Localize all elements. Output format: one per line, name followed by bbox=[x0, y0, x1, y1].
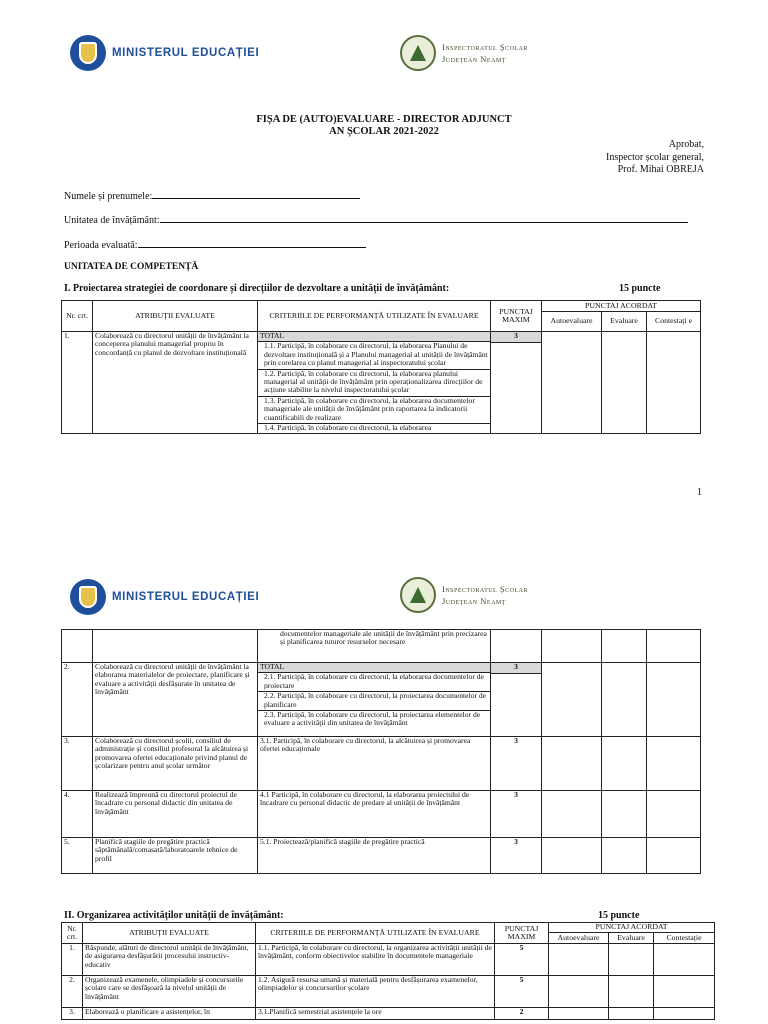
name-label: Numele și prenumele: bbox=[64, 191, 153, 202]
table-row bbox=[62, 630, 701, 663]
evaluation-cell[interactable] bbox=[602, 790, 647, 837]
row-attribution: Organizează examenele, olimpiadele și concursurile școlare care se desfășoară la nivelul unității de învățământ bbox=[83, 976, 256, 1008]
contestation-cell[interactable] bbox=[654, 976, 715, 1008]
unit-label: Unitatea de învățământ: bbox=[64, 215, 160, 226]
name-field bbox=[64, 190, 360, 202]
header-criteria: CRITERIILE DE PERFORMANȚĂ UTILIZATE ÎN EVALUARE bbox=[256, 923, 495, 944]
header-attributions: ATRIBUȚII EVALUATE bbox=[83, 923, 256, 944]
criteria-item: 3.1.Planifică semestrial asistențele la ore bbox=[256, 1008, 495, 1020]
evaluation-cell[interactable] bbox=[602, 630, 647, 663]
ministry-name: MINISTERUL EDUCAȚIEI bbox=[112, 47, 260, 59]
self-evaluation-cell[interactable] bbox=[549, 976, 609, 1008]
page-separator bbox=[0, 505, 768, 565]
section-1-points: 15 puncte bbox=[619, 283, 661, 294]
row-number: 3. bbox=[62, 736, 93, 790]
ministry-name: MINISTERUL EDUCAȚIEI bbox=[112, 591, 260, 603]
section-2-title: II. Organizarea activităților unității de învățământ: bbox=[64, 910, 284, 921]
inspectorate-logo bbox=[400, 577, 528, 613]
header-awarded-points: PUNCTAJ ACORDAT bbox=[542, 301, 701, 312]
criteria-continuation: documentelor manageriale ale unității de învățământ prin precizarea și planificarea tuturor resurselor necesare bbox=[258, 630, 491, 663]
criteria-item: 1.2. Participă, în colaborare cu directorul, la elaborarea planului managerial al unității de învățământ prin operaționalizarea direcțiilor de acțiune stabilite la nivelul inspectoratului școlar bbox=[258, 370, 490, 397]
section-2-points: 15 puncte bbox=[598, 910, 640, 921]
row-attribution: Colaborează cu directorul unității de învățământ la conceperea planului managerial propriu în concordanță cu planul de dezvoltare instituțională bbox=[93, 332, 258, 434]
header-self-evaluation: Autoevaluare bbox=[542, 312, 602, 332]
document-page-1 bbox=[0, 0, 768, 505]
coat-of-arms-icon bbox=[70, 579, 106, 615]
criteria-item: 5.1. Proiectează/planifică stagiile de pregătire practică bbox=[258, 837, 491, 873]
table-row bbox=[62, 663, 701, 737]
table-row bbox=[62, 1008, 715, 1020]
ministry-logo bbox=[70, 579, 259, 615]
contestation-cell[interactable] bbox=[647, 837, 701, 873]
table-row bbox=[62, 976, 715, 1008]
period-label: Perioada evaluată: bbox=[64, 240, 138, 251]
inspectorate-name-line1: Inspectoratul Școlar bbox=[442, 584, 528, 594]
evaluation-cell[interactable] bbox=[609, 944, 654, 976]
evaluation-table-2 bbox=[61, 922, 715, 1020]
criteria-total: TOTAL bbox=[258, 663, 490, 673]
approver-name: Prof. Mihai OBREJA bbox=[617, 164, 704, 175]
section-1-title: I. Proiectarea strategiei de coordonare și direcțiilor de dezvoltare a unității de învățământ: bbox=[64, 283, 450, 294]
row-number: 1. bbox=[62, 944, 83, 976]
school-year: AN ȘCOLAR 2021-2022 bbox=[329, 126, 439, 137]
self-evaluation-cell[interactable] bbox=[542, 630, 602, 663]
contestation-cell[interactable] bbox=[647, 630, 701, 663]
document-title: FIȘA DE (AUTO)EVALUARE - DIRECTOR ADJUNCT bbox=[256, 114, 512, 125]
inspectorate-name-line1: Inspectoratul Școlar bbox=[442, 42, 528, 52]
header-max-points: PUNCTAJ MAXIM bbox=[495, 923, 549, 944]
evaluation-cell[interactable] bbox=[602, 332, 647, 434]
ministry-logo bbox=[70, 35, 259, 71]
row-number: 2. bbox=[62, 976, 83, 1008]
max-points: 5 bbox=[495, 944, 549, 976]
row-attribution: Răspunde, alături de directorul unității de învățământ, de asigurarea desfășurării procesului instructiv-educativ bbox=[83, 944, 256, 976]
header-nr: Nr. crt. bbox=[62, 923, 83, 944]
table-row bbox=[62, 736, 701, 790]
row-attribution: Colaborează cu directorul unității de învățământ la elaborarea materialelor de proiectare, planificare și evaluare a activității desfășurate în unitatea de învățământ bbox=[93, 663, 258, 737]
contestation-cell[interactable] bbox=[654, 1008, 715, 1020]
contestation-cell[interactable] bbox=[647, 736, 701, 790]
header-contestation: Contestație bbox=[654, 933, 715, 944]
header-max-points: PUNCTAJ MAXIM bbox=[491, 301, 542, 332]
evaluation-cell[interactable] bbox=[609, 976, 654, 1008]
header-evaluation: Evaluare bbox=[602, 312, 647, 332]
header-self-evaluation: Autoevaluare bbox=[549, 933, 609, 944]
period-field bbox=[64, 239, 366, 251]
header-nr: Nr. crt. bbox=[62, 301, 93, 332]
evaluation-table-1-continued bbox=[61, 629, 701, 874]
document-page-2 bbox=[0, 565, 768, 1024]
name-blank[interactable] bbox=[152, 190, 360, 199]
evaluation-cell[interactable] bbox=[609, 1008, 654, 1020]
header-awarded-points: PUNCTAJ ACORDAT bbox=[549, 923, 715, 933]
row-number: 4. bbox=[62, 790, 93, 837]
inspectorate-logo bbox=[400, 35, 528, 71]
self-evaluation-cell[interactable] bbox=[542, 736, 602, 790]
approver-role: Inspector școlar general, bbox=[605, 151, 704, 163]
criteria-item: 1.1. Participă, în colaborare cu directorul, la organizarea activității unității de învățământ, conform obiectivelor stabilite în documentele manageriale bbox=[256, 944, 495, 976]
unit-field bbox=[64, 214, 688, 226]
page-number: 1 bbox=[697, 487, 702, 498]
approval-block bbox=[606, 139, 704, 177]
inspectorate-seal-icon bbox=[400, 35, 436, 71]
evaluation-table-1 bbox=[61, 300, 701, 434]
self-evaluation-cell[interactable] bbox=[542, 837, 602, 873]
row-number: 2. bbox=[62, 663, 93, 737]
inspectorate-name-line2: Județean Neamț bbox=[442, 54, 506, 64]
row-attribution: Elaborează o planificare a asistențelor, în bbox=[83, 1008, 256, 1020]
self-evaluation-cell[interactable] bbox=[542, 332, 602, 434]
self-evaluation-cell[interactable] bbox=[549, 1008, 609, 1020]
row-attribution: Colaborează cu directorul școlii, consiliul de administrație și consiliul profesoral la alcătuirea și promovarea ofertei educaționale privind planul de școlarizare pentru anul școlar următor bbox=[93, 736, 258, 790]
row-attribution: Realizează împreună cu directorul proiectul de încadrare cu personal didactic din unitatea de învățământ bbox=[93, 790, 258, 837]
unit-blank[interactable] bbox=[160, 214, 688, 223]
evaluation-cell[interactable] bbox=[602, 663, 647, 737]
inspectorate-seal-icon bbox=[400, 577, 436, 613]
table-row bbox=[62, 332, 701, 434]
row-number: 5. bbox=[62, 837, 93, 873]
contestation-cell[interactable] bbox=[647, 663, 701, 737]
table-row bbox=[62, 837, 701, 873]
criteria-item: 4.1 Participă, în colaborare cu directorul, la elaborarea proiectului de încadrare cu personal didactic de predare al unității de învățământ bbox=[258, 790, 491, 837]
self-evaluation-cell[interactable] bbox=[549, 944, 609, 976]
competence-heading: UNITATEA DE COMPETENȚĂ bbox=[64, 262, 199, 272]
self-evaluation-cell[interactable] bbox=[542, 790, 602, 837]
criteria-item: 2.1. Participă, în colaborare cu directorul, la elaborarea documentelor de proiectare bbox=[258, 673, 490, 692]
contestation-cell[interactable] bbox=[654, 944, 715, 976]
row-number: 1. bbox=[62, 332, 93, 434]
criteria-item: 2.2. Participă, în colaborare cu directorul, la proiectarea documentelor de planificare bbox=[258, 692, 490, 711]
criteria-item: 1.2. Asigură resursa umană și materială pentru desfășurarea examenelor, olimpiadelor și concursurilor școlare bbox=[256, 976, 495, 1008]
self-evaluation-cell[interactable] bbox=[542, 663, 602, 737]
evaluation-cell[interactable] bbox=[602, 736, 647, 790]
max-points: 3 bbox=[491, 837, 542, 873]
header-attributions: ATRIBUȚII EVALUATE bbox=[93, 301, 258, 332]
evaluation-cell[interactable] bbox=[602, 837, 647, 873]
table-row bbox=[62, 790, 701, 837]
header-contestation: Contestați e bbox=[647, 312, 701, 332]
row-attribution: Planifică stagiile de pregătire practică săptămânală/comasată/laboratoarele tehnice de profil bbox=[93, 837, 258, 873]
contestation-cell[interactable] bbox=[647, 332, 701, 434]
header-evaluation: Evaluare bbox=[609, 933, 654, 944]
table-row bbox=[62, 944, 715, 976]
max-points-total: 3 bbox=[491, 663, 541, 674]
criteria-item: 1.1. Participă, în colaborare cu directorul, la elaborarea Planului de dezvoltare instituțională și a Planului managerial al unității de învățământ prin corelarea cu planul managerial al inspectoratului școlar bbox=[258, 342, 490, 369]
max-points-total: 3 bbox=[491, 332, 541, 343]
contestation-cell[interactable] bbox=[647, 790, 701, 837]
row-number: 3. bbox=[62, 1008, 83, 1020]
criteria-item: 1.3. Participă, în colaborare cu directorul, la elaborarea documentelor manageriale ale unității de învățământ prin raportarea la indicatorii cuantificabili de realizare bbox=[258, 397, 490, 424]
approved-label: Aprobat, bbox=[668, 139, 704, 150]
max-points: 3 bbox=[491, 736, 542, 790]
criteria-item: 2.3. Participă, în colaborare cu directorul, la proiectarea elementelor de evaluare a activității din unitatea de învățământ bbox=[264, 710, 481, 728]
coat-of-arms-icon bbox=[70, 35, 106, 71]
max-points: 5 bbox=[495, 976, 549, 1008]
criteria-item: 1.4. Participă, în colaborare cu directorul, la elaborarea bbox=[264, 423, 432, 433]
period-blank[interactable] bbox=[138, 239, 366, 248]
criteria-item: 3.1. Participă, în colaborare cu directorul, la alcătuirea și promovarea ofertei educaționale bbox=[258, 736, 491, 790]
criteria-total: TOTAL bbox=[258, 332, 490, 342]
inspectorate-name-line2: Județean Neamț bbox=[442, 596, 506, 606]
header-criteria: CRITERIILE DE PERFORMANȚĂ UTILIZATE ÎN EVALUARE bbox=[258, 301, 491, 332]
max-points: 2 bbox=[495, 1008, 549, 1020]
max-points: 3 bbox=[491, 790, 542, 837]
